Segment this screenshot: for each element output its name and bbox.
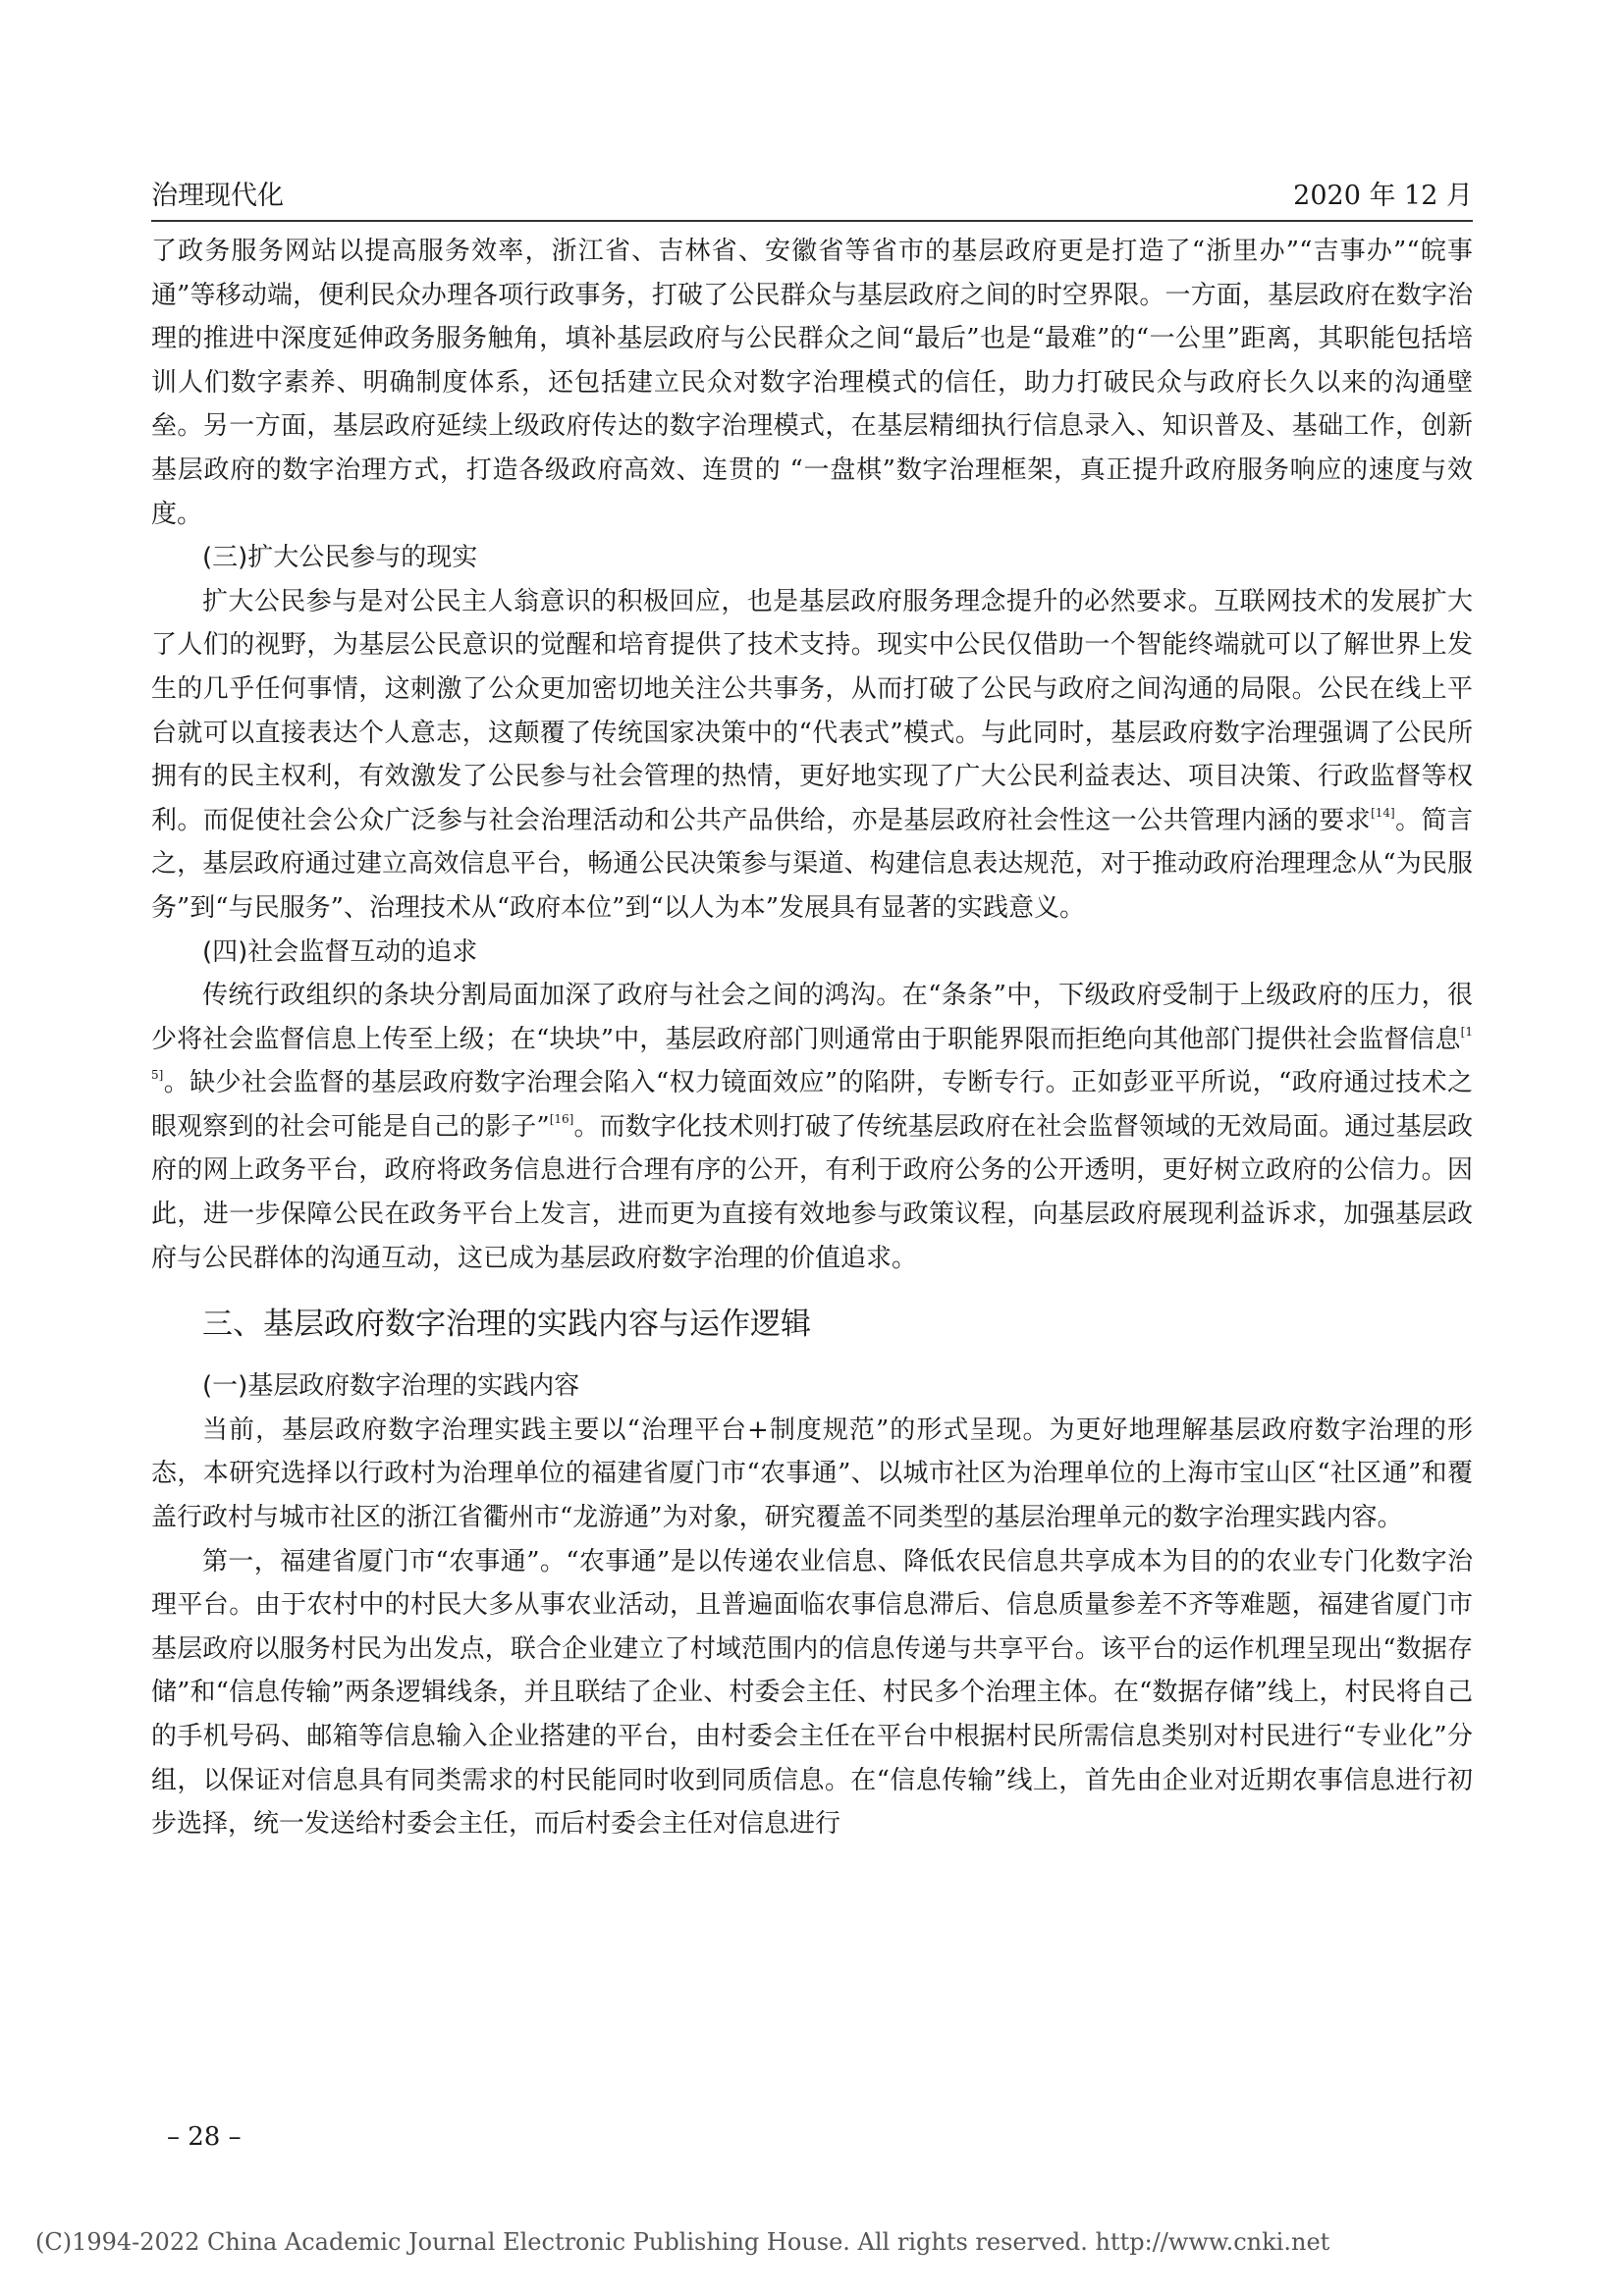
paragraph-text: 。而数字化技术则打破了传统基层政府在社会监督领域的无效局面。通过基层政府的网上政务平台，政府将政务信息进行合理有序的公开，有利于政府公务的公开透明，更好树立政府的公信力。因此，进一步保障公民在政务平台上发言，进而更为直接有效地参与政策议程，向基层政府展现利益诉求，加强基层政府与公民群体的沟通互动，这已成为基层政府数字治理的价值追求。 <box>151 1111 1473 1273</box>
paragraph-continued: 了政务服务网站以提高服务效率，浙江省、吉林省、安徽省等省市的基层政府更是打造了“浙里办”“吉事办”“皖事通”等移动端，便利民众办理各项行政事务，打破了公民群众与基层政府之间的时空界限。一方面，基层政府在数字治理的推进中深度延伸政务服务触角，填补基层政府与公民群众之间“最后”也是“最难”的“一公里”距离，其职能包括培训人们数字素养、明确制度体系，还包括建立民众对数字治理模式的信任，助力打破民众与政府长久以来的沟通壁垒。另一方面，基层政府延续上级政府传达的数字治理模式，在基层精细执行信息录入、知识普及、基础工作，创新基层政府的数字治理方式，打造各级政府高效、连贯的 “一盘棋”数字治理框架，真正提升政府服务响应的速度与效度。 <box>151 237 1473 529</box>
page-number: – 28 – <box>167 2122 242 2152</box>
paragraph-text: 扩大公民参与是对公民主人翁意识的积极回应，也是基层政府服务理念提升的必然要求。互联网技术的发展扩大了人们的视野，为基层公民意识的觉醒和培育提供了技术支持。现实中公民仅借助一个智能终端就可以了解世界上发生的几乎任何事情，这刺激了公众更加密切地关注公共事务，从而打破了公民与政府之间沟通的局限。公民在线上平台就可以直接表达个人意志，这颠覆了传统国家决策中的“代表式”模式。与此同时，基层政府数字治理强调了公民所拥有的民主权利，有效激发了公民参与社会管理的热情，更好地实现了广大公民利益表达、项目决策、行政监督等权利。而促使社会公众广泛参与社会治理活动和公共产品供给，亦是基层政府社会性这一公共管理内涵的要求 <box>151 586 1473 835</box>
header-rule <box>151 220 1473 222</box>
citation-14: [14] <box>1371 805 1395 820</box>
paragraph-text: 传统行政组织的条块分割局面加深了政府与社会之间的鸿沟。在“条条”中，下级政府受制于上级政府的压力，很少将社会监督信息上传至上级；在“块块”中，基层政府部门则通常由于职能界限而拒绝向其他部门提供社会监督信息 <box>151 981 1473 1054</box>
subheading-expand-participation: (三)扩大公民参与的现实 <box>202 543 478 573</box>
paragraph-supervision <box>151 974 1473 1280</box>
issue-date: 2020 年 12 月 <box>1293 181 1473 211</box>
subheading-social-supervision: (四)社会监督互动的追求 <box>202 936 478 967</box>
copyright-footer: (C)1994-2022 China Academic Journal Electronic Publishing House. All rights reserved. http://www.cnki.net <box>35 2228 1330 2256</box>
running-header <box>151 167 1473 212</box>
paragraph-participation <box>151 580 1473 931</box>
paragraph-text: 。简言之，基层政府通过建立高效信息平台，畅通公民决策参与渠道、构建信息表达规范，对于推动政府治理理念从“为民服务”到“与民服务”、治理技术从“政府本位”到“以人为本”发展具有显著的实践意义。 <box>151 805 1473 923</box>
subheading-practice-content: (一)基层政府数字治理的实践内容 <box>202 1371 580 1402</box>
citation-16: [16] <box>549 1111 574 1126</box>
paragraph-text: 。缺少社会监督的基层政府数字治理会陷入“权力镜面效应”的陷阱，专断专行。正如彭亚平所说，“政府通过技术之眼观察到的社会可能是自己的影子” <box>151 1068 1473 1142</box>
article-body <box>151 230 1473 1846</box>
paragraph-nongshitong: 第一，福建省厦门市“农事通”。“农事通”是以传递农业信息、降低农民信息共享成本为目的的农业专门化数字治理平台。由于农村中的村民大多从事农业活动，且普遍面临农事信息滞后、信息质量参差不齐等难题，福建省厦门市基层政府以服务村民为出发点，联合企业建立了村域范围内的信息传递与共享平台。该平台的运作机理呈现出“数据存储”和“信息传输”两条逻辑线条，并且联结了企业、村委会主任、村民多个治理主体。在“数据存储”线上，村民将自己的手机号码、邮箱等信息输入企业搭建的平台，由村委会主任在平台中根据村民所需信息类别对村民进行“专业化”分组，以保证对信息具有同类需求的村民能同时收到同质信息。在“信息传输”线上，首先由企业对近期农事信息进行初步选择，统一发送给村委会主任，而后村委会主任对信息进行 <box>151 1546 1473 1840</box>
section-heading: 三、基层政府数字治理的实践内容与运作逻辑 <box>202 1307 811 1343</box>
paragraph-practice-intro: 当前，基层政府数字治理实践主要以“治理平台+制度规范”的形式呈现。为更好地理解基层政府数字治理的形态，本研究选择以行政村为治理单位的福建省厦门市“农事通”、以城市社区为治理单位的上海市宝山区“社区通”和覆盖行政村与城市社区的浙江省衢州市“龙游通”为对象，研究覆盖不同类型的基层治理单元的数字治理实践内容。 <box>151 1415 1473 1533</box>
journal-title: 治理现代化 <box>151 181 284 211</box>
citation-15: [15] <box>151 1024 1473 1083</box>
